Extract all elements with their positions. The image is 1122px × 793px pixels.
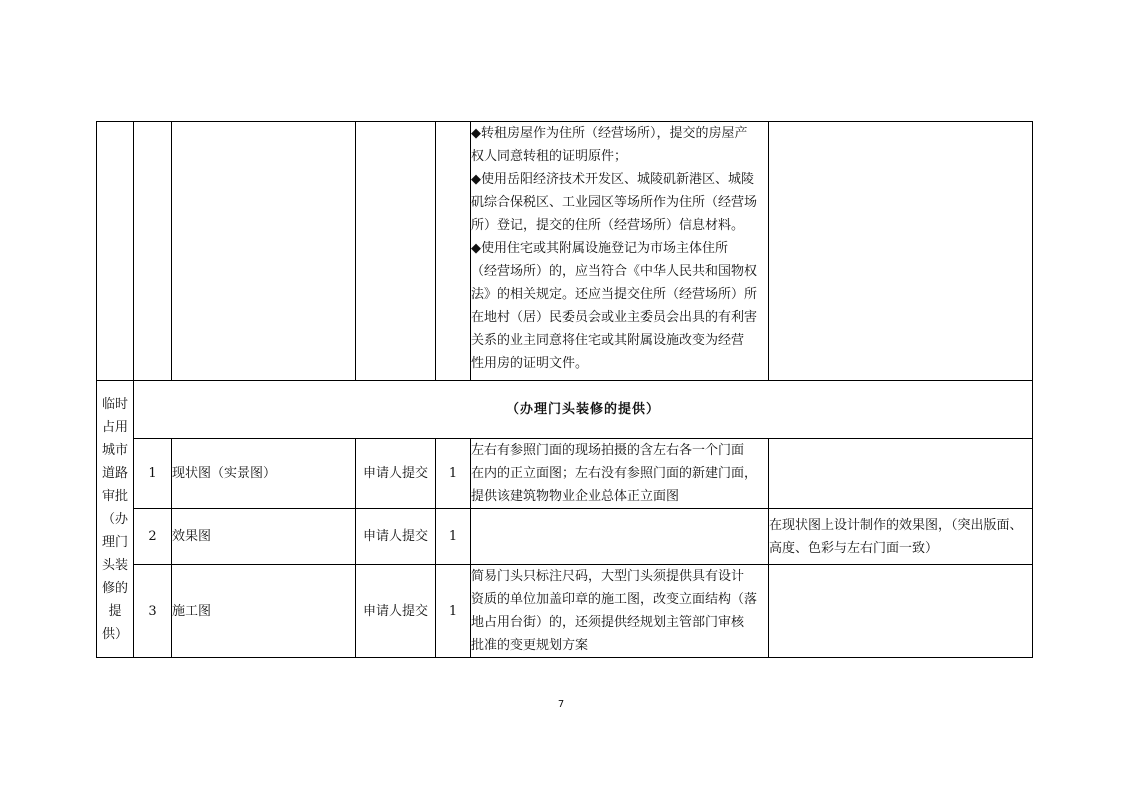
empty-source-cell	[356, 122, 436, 381]
row-material-name: 现状图（实景图）	[172, 439, 356, 509]
table-row	[97, 509, 1033, 565]
category-cell	[97, 381, 134, 658]
row-remark	[769, 509, 1033, 565]
row-requirement	[471, 439, 769, 509]
requirement-line: 左右有参照门面的现场拍摄的含左右各一个门面	[471, 443, 745, 458]
row-source: 申请人提交	[356, 565, 436, 658]
empty-name-cell	[172, 122, 356, 381]
requirement-line: 在内的正立面图；左右没有参照门面的新建门面，	[471, 466, 758, 481]
section-title: （办理门头装修的提供）	[134, 381, 1033, 439]
note-line: ◆使用岳阳经济技术开发区、城陵矶新港区、城陵	[471, 172, 754, 187]
row-copies: 1	[436, 439, 471, 509]
continuation-notes-cell	[471, 122, 769, 381]
row-source: 申请人提交	[356, 509, 436, 565]
note-line: 法》的相关规定。还应当提交住所（经营场所）所	[471, 287, 758, 302]
section-header-row	[97, 381, 1033, 439]
row-copies: 1	[436, 565, 471, 658]
row-source: 申请人提交	[356, 439, 436, 509]
requirement-line: 提供该建筑物物业企业总体正立面图	[471, 489, 680, 504]
row-remark	[769, 439, 1033, 509]
note-line: 权人同意转租的证明原件；	[471, 149, 628, 164]
row-requirement	[471, 565, 769, 658]
row-material-name: 施工图	[172, 565, 356, 658]
row-number: 2	[134, 509, 172, 565]
table-row	[97, 565, 1033, 658]
empty-copies-cell	[436, 122, 471, 381]
category-line: 提	[108, 603, 122, 619]
category-line: 道路	[101, 465, 128, 481]
category-line: 占用	[101, 419, 128, 435]
empty-category-cell	[97, 122, 134, 381]
category-line: 供）	[101, 626, 128, 642]
requirement-line: 简易门头只标注尺码，大型门头须提供具有设计	[471, 569, 745, 584]
empty-remark-cell	[769, 122, 1033, 381]
row-number: 1	[134, 439, 172, 509]
remark-line: 在现状图上设计制作的效果图，（突出版面、	[769, 517, 1023, 533]
note-line: （经营场所）的，应当符合《中华人民共和国物权	[471, 264, 758, 279]
category-line: 临时	[101, 396, 128, 412]
note-line: 所）登记，提交的住所（经营场所）信息材料。	[471, 218, 745, 233]
category-line: （办	[101, 511, 128, 527]
category-line: 审批	[101, 488, 128, 504]
category-line: 头装	[101, 557, 128, 573]
row-remark	[769, 565, 1033, 658]
note-line: ◆转租房屋作为住所（经营场所），提交的房屋产	[471, 126, 748, 141]
empty-number-cell	[134, 122, 172, 381]
requirement-line: 批准的变更规划方案	[471, 638, 589, 653]
requirements-table	[96, 121, 1033, 658]
note-line: 矶综合保税区、工业园区等场所作为住所（经营场	[471, 195, 758, 210]
requirement-line: 地占用台街）的，还须提供经规划主管部门审核	[471, 615, 745, 630]
row-requirement	[471, 509, 769, 565]
category-line: 城市	[101, 442, 128, 458]
row-copies: 1	[436, 509, 471, 565]
remark-line: 高度、色彩与左右门面一致）	[769, 540, 939, 556]
table-row	[97, 439, 1033, 509]
note-line: 在地村（居）民委员会或业主委员会出具的有利害	[471, 310, 758, 325]
requirement-line: 资质的单位加盖印章的施工图，改变立面结构（落	[471, 592, 758, 607]
note-line: 性用房的证明文件。	[471, 356, 589, 371]
page-number: 7	[557, 699, 565, 710]
row-number: 3	[134, 565, 172, 658]
note-line: 关系的业主同意将住宅或其附属设施改变为经营	[471, 333, 745, 348]
continuation-row	[97, 122, 1033, 381]
category-line: 理门	[101, 534, 128, 550]
note-line: ◆使用住宅或其附属设施登记为市场主体住所	[471, 241, 728, 256]
category-line: 修的	[101, 580, 128, 596]
row-material-name: 效果图	[172, 509, 356, 565]
